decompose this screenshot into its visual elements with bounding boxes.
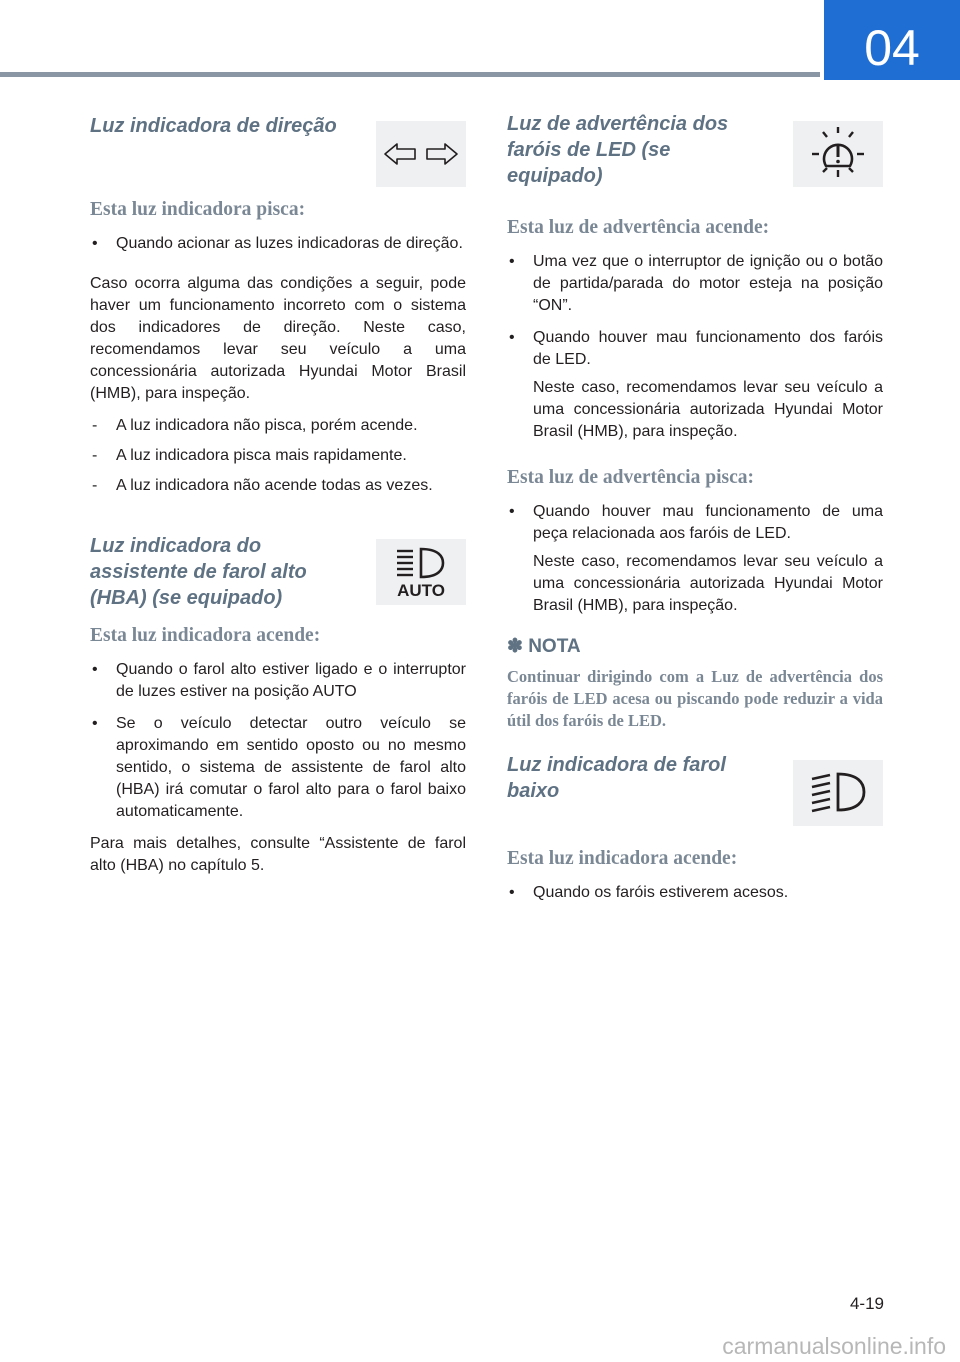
watermark: carmanualsonline.info [722, 1333, 946, 1359]
page-number: 4-19 [849, 1294, 884, 1313]
list-item: • Quando os faróis estiverem acesos. [509, 884, 789, 901]
paragraph-led-inspection: Neste caso, recomendamos levar seu veículo a uma concessionária autorizada Hyundai Motor Brasil (HMB), para inspeção. [533, 379, 883, 440]
subheading-led-on: Esta luz de advertência acende: [507, 217, 770, 238]
note-text: Continuar dirigindo com a Luz de advertência dos faróis de LED acesa ou piscando pode reduzir a vida útil dos faróis de LED. [507, 667, 883, 730]
dash-list [90, 415, 466, 497]
turn-signal-arrows-icon [376, 121, 466, 187]
subheading-low-beam-on: Esta luz indicadora acende: [507, 848, 738, 869]
section-hba-header [90, 533, 466, 613]
section-turn-signal-header [90, 113, 466, 181]
subheading-blinks: Esta luz indicadora pisca: [90, 199, 306, 220]
section-title-low-beam: Luz indicadora de farol baixo [507, 754, 726, 802]
bullet-list [90, 233, 466, 255]
bullet-list [90, 659, 466, 823]
list-item: • Quando acionar as luzes indicadoras de direção. [92, 235, 463, 252]
list-item: • Quando houver mau funcionamento dos faróis de LED. [509, 329, 883, 368]
paragraph-conditions: Caso ocorra alguma das condições a seguir, pode haver um funcionamento incorreto com o sistema dos indicadores de direção. Neste caso, recomendamos levar seu veículo a uma concessionária autorizada Hyundai Motor Brasil (HMB), para inspeção. [90, 275, 466, 402]
list-item: • Se o veículo detectar outro veículo se aproximando em sentido oposto ou no mesmo sentido, o sistema de assistente de farol alto (HBA) irá comutar o farol alto para o farol baixo automaticamente. [92, 715, 466, 820]
paragraph-led-inspection-2: Neste caso, recomendamos levar seu veículo a uma concessionária autorizada Hyundai Motor Brasil (HMB), para inspeção. [533, 553, 883, 614]
subheading-hba-on: Esta luz indicadora acende: [90, 625, 321, 646]
high-beam-auto-icon [376, 539, 466, 605]
section-title-turn-signal: Luz indicadora de direção [90, 115, 337, 137]
list-item: • Quando o farol alto estiver ligado e o interruptor de luzes estiver na posição AUTO [92, 661, 466, 700]
left-column [90, 105, 466, 887]
note-heading: ✽ NOTA [507, 636, 581, 657]
section-title-led-warning: Luz de advertência dos faróis de LED (se equipado) [507, 113, 729, 187]
low-beam-icon [793, 760, 883, 826]
section-title-hba: Luz indicadora do assistente de farol alto (HBA) (se equipado) [90, 535, 307, 609]
section-low-beam-header [507, 752, 883, 824]
bullet-list [507, 251, 883, 371]
header-rule [0, 72, 820, 77]
subheading-led-blinks: Esta luz de advertência pisca: [507, 467, 754, 488]
section-led-header [507, 111, 883, 195]
bullet-list [507, 882, 883, 904]
bullet-list [507, 501, 883, 545]
auto-icon-label: AUTO [397, 581, 445, 599]
right-column [507, 105, 883, 914]
led-headlamp-warning-icon [793, 121, 883, 187]
list-item: • Quando houver mau funcionamento de uma peça relacionada aos faróis de LED. [509, 503, 883, 542]
paragraph-hba-details: Para mais detalhes, consulte “Assistente de farol alto (HBA) no capítulo 5. [90, 835, 466, 874]
chapter-tab: 04 [824, 0, 960, 80]
list-item: - A luz indicadora não acende todas as vezes. [92, 477, 433, 494]
list-item: - A luz indicadora não pisca, porém acende. [92, 417, 418, 434]
list-item: - A luz indicadora pisca mais rapidamente. [92, 447, 407, 464]
list-item: • Uma vez que o interruptor de ignição ou o botão de partida/parada do motor esteja na posição “ON”. [509, 253, 883, 314]
